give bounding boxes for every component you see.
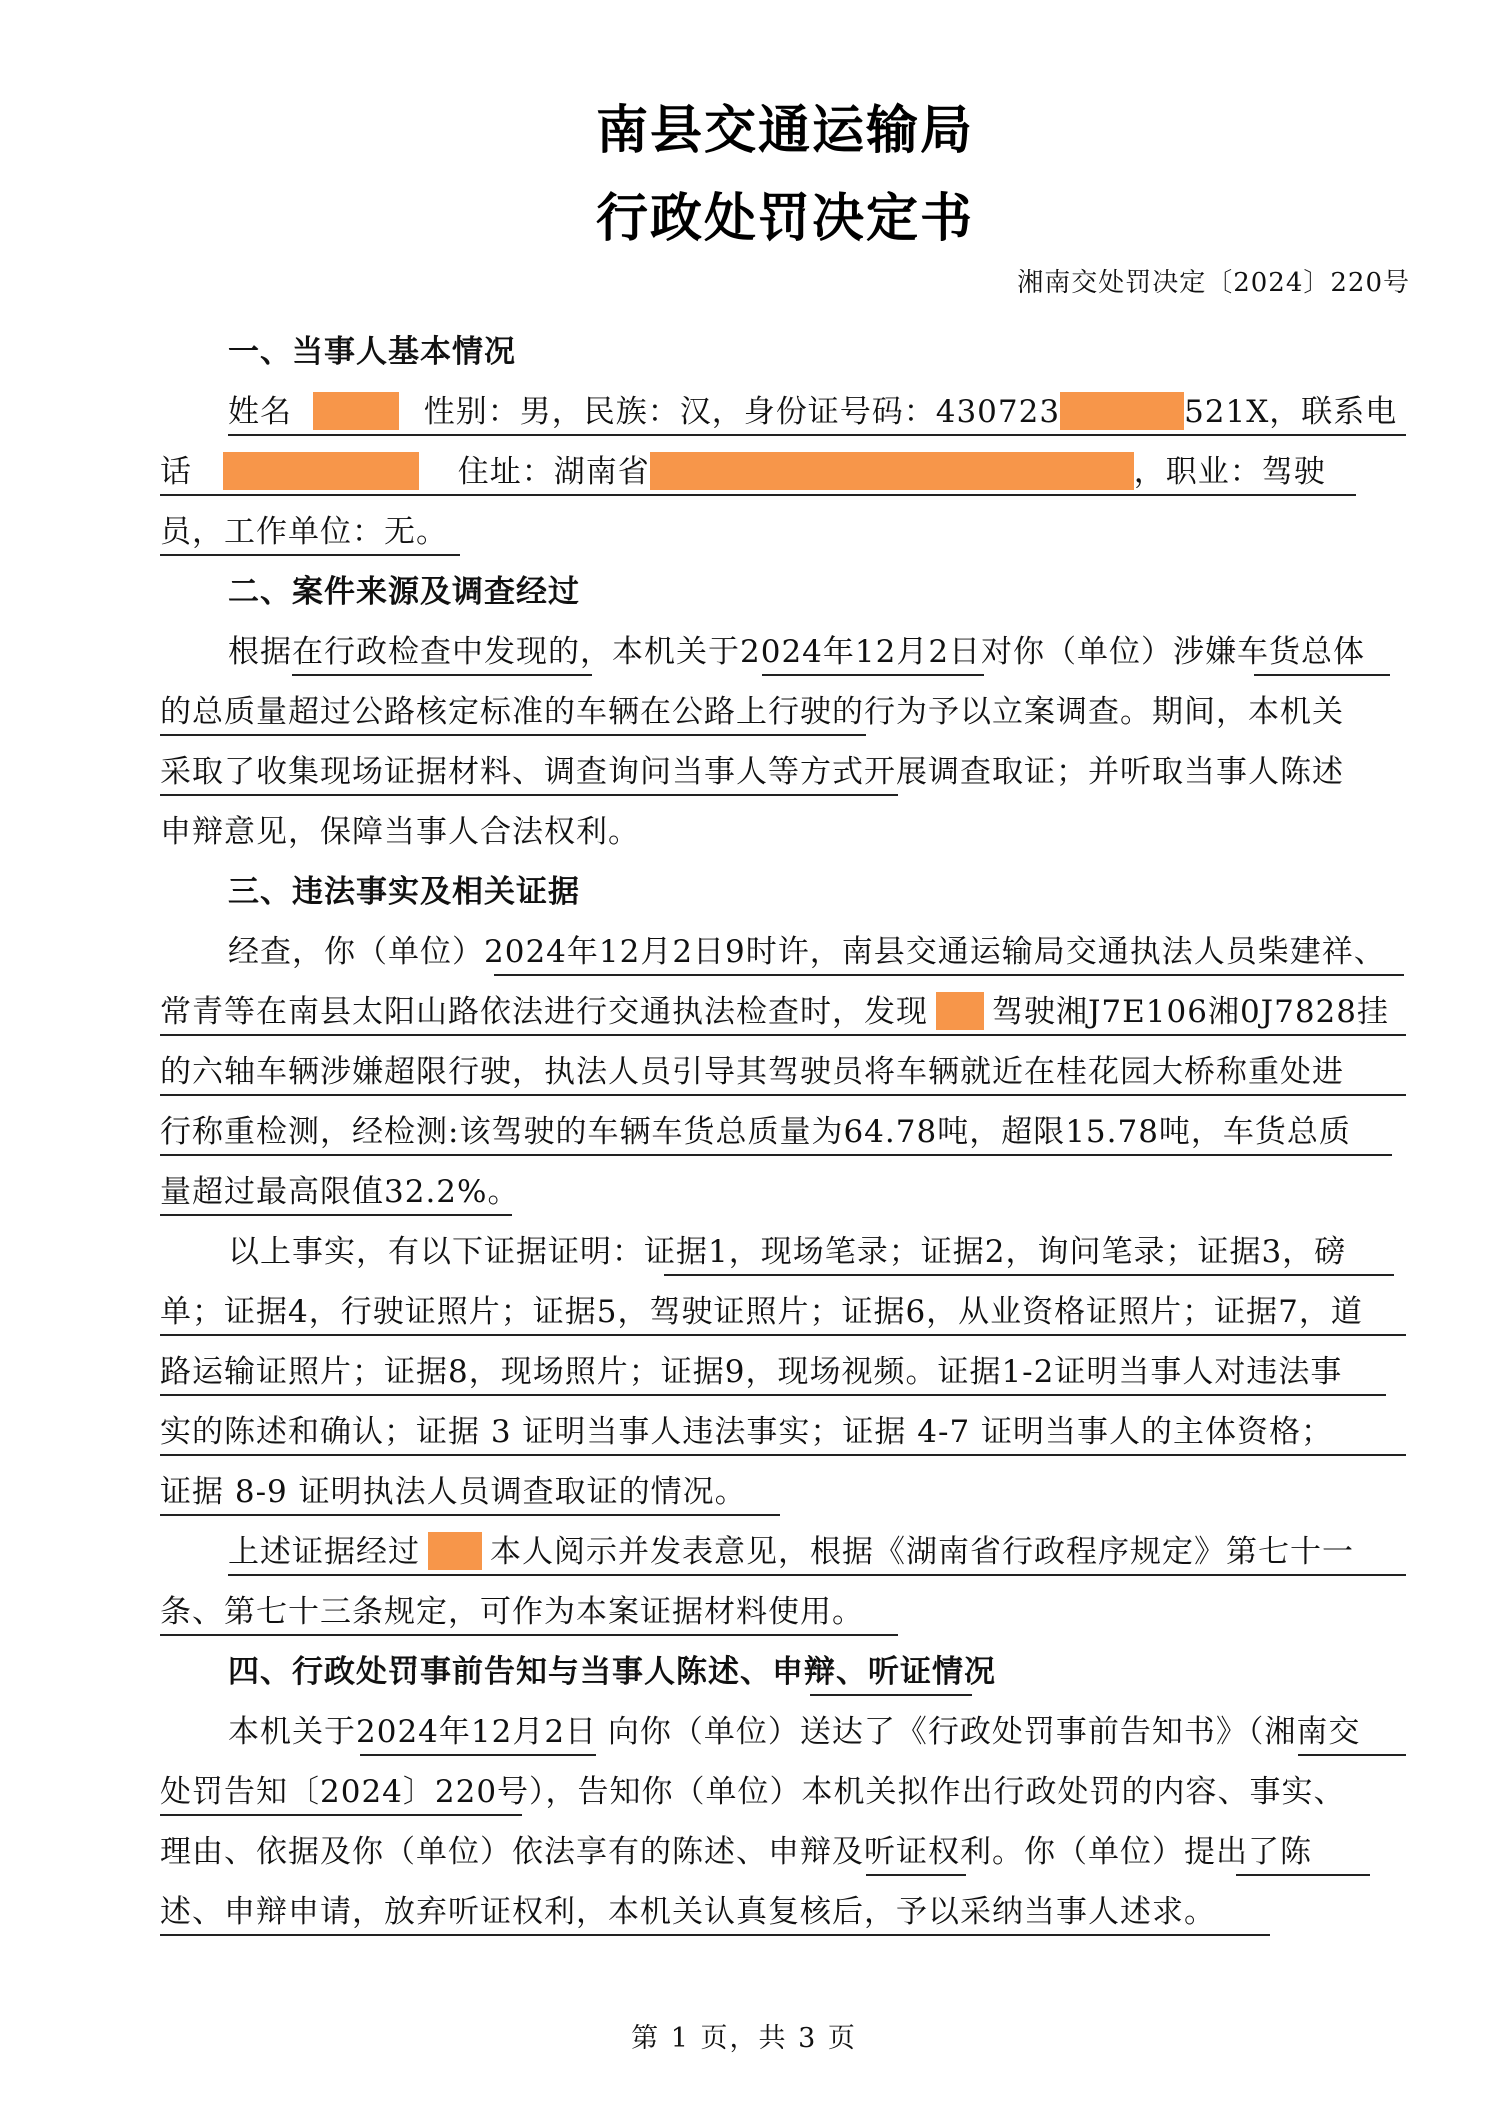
section-2-heading: 二、案件来源及调查经过	[228, 574, 580, 610]
evidence-line-3: 路运输证照片；证据8，现场照片；证据9，现场视频。证据1-2证明当事人对违法事	[160, 1354, 1343, 1390]
underline	[292, 674, 592, 676]
source-line-4: 申辩意见，保障当事人合法权利。	[160, 814, 640, 850]
source-line-2: 的总质量超过公路核定标准的车辆在公路上行驶的行为予以立案调查。期间，本机关	[160, 694, 1344, 730]
evidence-line-5: 证据 8-9 证明执法人员调查取证的情况。	[160, 1474, 747, 1510]
underline	[160, 794, 898, 796]
facts-line-3: 的六轴车辆涉嫌超限行驶，执法人员引导其驾驶员将车辆就近在桂花园大桥称重处进	[160, 1054, 1344, 1090]
document-number: 湘南交处罚决定〔2024〕220号	[1017, 268, 1410, 298]
underline	[160, 1634, 898, 1636]
notice-line-3: 理由、依据及你（单位）依法享有的陈述、申辩及听证权利。你（单位）提出了陈	[160, 1834, 1312, 1870]
underline	[228, 434, 1406, 436]
section-1-heading: 一、当事人基本情况	[228, 334, 516, 370]
name-label: 姓名	[228, 394, 292, 430]
occupation-text: ，职业：驾驶	[1133, 454, 1326, 490]
underline	[866, 1874, 966, 1876]
notice-line-4: 述、申辩申请，放弃听证权利，本机关认真复核后，予以采纳当事人述求。	[160, 1894, 1216, 1930]
underline	[160, 554, 460, 556]
underline	[160, 1334, 1406, 1336]
underline	[160, 1094, 1406, 1096]
facts-line-1: 经查，你（单位）2024年12月2日9时许，南县交通运输局交通执法人员柴建祥、	[228, 934, 1386, 970]
underline	[160, 734, 866, 736]
phone-label: 话	[160, 454, 192, 490]
party-line-1	[228, 392, 1397, 432]
source-line-1: 根据在行政检查中发现的，本机关于2024年12月2日对你（单位）涉嫌车货总体	[228, 634, 1366, 670]
underline	[160, 1214, 512, 1216]
section-3-heading: 三、违法事实及相关证据	[228, 874, 580, 910]
facts-line-2	[160, 992, 1389, 1032]
facts-text: 常青等在南县太阳山路依法进行交通执法检查时，发现	[160, 994, 928, 1030]
facts-line-5: 量超过最高限值32.2%。	[160, 1174, 520, 1210]
address-label: 住址：湖南省	[457, 454, 650, 490]
evidence-review-line-2: 条、第七十三条规定，可作为本案证据材料使用。	[160, 1594, 864, 1630]
review-text: 上述证据经过	[228, 1534, 420, 1570]
underline	[160, 1454, 1406, 1456]
facts-line-4: 行称重检测，经检测:该驾驶的车辆车货总质量为64.78吨，超限15.78吨，车货总质	[160, 1114, 1351, 1150]
underline	[1236, 1874, 1370, 1876]
underline	[160, 1394, 1386, 1396]
plate-text: 驾驶湘J7E106湘0J7828挂	[992, 994, 1389, 1030]
notice-line-1: 本机关于2024年12月2日 向你（单位）送达了《行政处罚事前告知书》（湘南交	[228, 1714, 1361, 1750]
underline	[762, 674, 984, 676]
underline	[1254, 674, 1390, 676]
source-line-3: 采取了收集现场证据材料、调查询问当事人等方式开展调查取证；并听取当事人陈述	[160, 754, 1344, 790]
redaction-name	[313, 392, 399, 430]
evidence-line-2: 单；证据4，行驶证照片；证据5，驾驶证照片；证据6，从业资格证照片；证据7，道	[160, 1294, 1363, 1330]
evidence-review-line-1	[228, 1532, 1354, 1572]
party-line-3: 员，工作单位：无。	[160, 514, 448, 550]
underline	[160, 494, 1356, 496]
id-suffix-text: 521X，联系电	[1184, 394, 1398, 430]
party-line-2	[160, 452, 1326, 492]
underline	[1298, 1754, 1406, 1756]
notice-line-2: 处罚告知〔2024〕220号），告知你（单位）本机关拟作出行政处罚的内容、事实、	[160, 1774, 1346, 1810]
redaction-party-name	[428, 1532, 482, 1570]
underline	[664, 1274, 1394, 1276]
document-type-title: 行政处罚决定书	[595, 189, 974, 249]
agency-title: 南县交通运输局	[595, 101, 974, 161]
underline	[228, 1574, 1406, 1576]
underline	[160, 1514, 780, 1516]
evidence-line-4: 实的陈述和确认；证据 3 证明当事人违法事实；证据 4-7 证明当事人的主体资格；	[160, 1414, 1334, 1450]
evidence-line-1: 以上事实，有以下证据证明：证据1，现场笔录；证据2，询问笔录；证据3，磅	[228, 1234, 1347, 1270]
underline	[360, 1754, 596, 1756]
page-footer: 第 1 页，共 3 页	[631, 2023, 857, 2054]
redaction-id-number	[1060, 392, 1184, 430]
underline	[160, 1934, 1270, 1936]
gender-id-text: 性别：男，民族：汉，身份证号码：430723	[423, 394, 1061, 430]
underline	[160, 1034, 1406, 1036]
redaction-phone	[223, 452, 419, 490]
underline	[160, 1154, 1392, 1156]
section-4-heading: 四、行政处罚事前告知与当事人陈述、申辩、听证情况	[228, 1654, 996, 1690]
underline	[160, 1814, 522, 1816]
review-basis-text: 本人阅示并发表意见，根据《湖南省行政程序规定》第七十一	[490, 1534, 1354, 1570]
redaction-address	[650, 452, 1134, 490]
underline	[494, 974, 1404, 976]
redaction-driver-name	[936, 992, 984, 1030]
underline	[810, 1694, 972, 1696]
